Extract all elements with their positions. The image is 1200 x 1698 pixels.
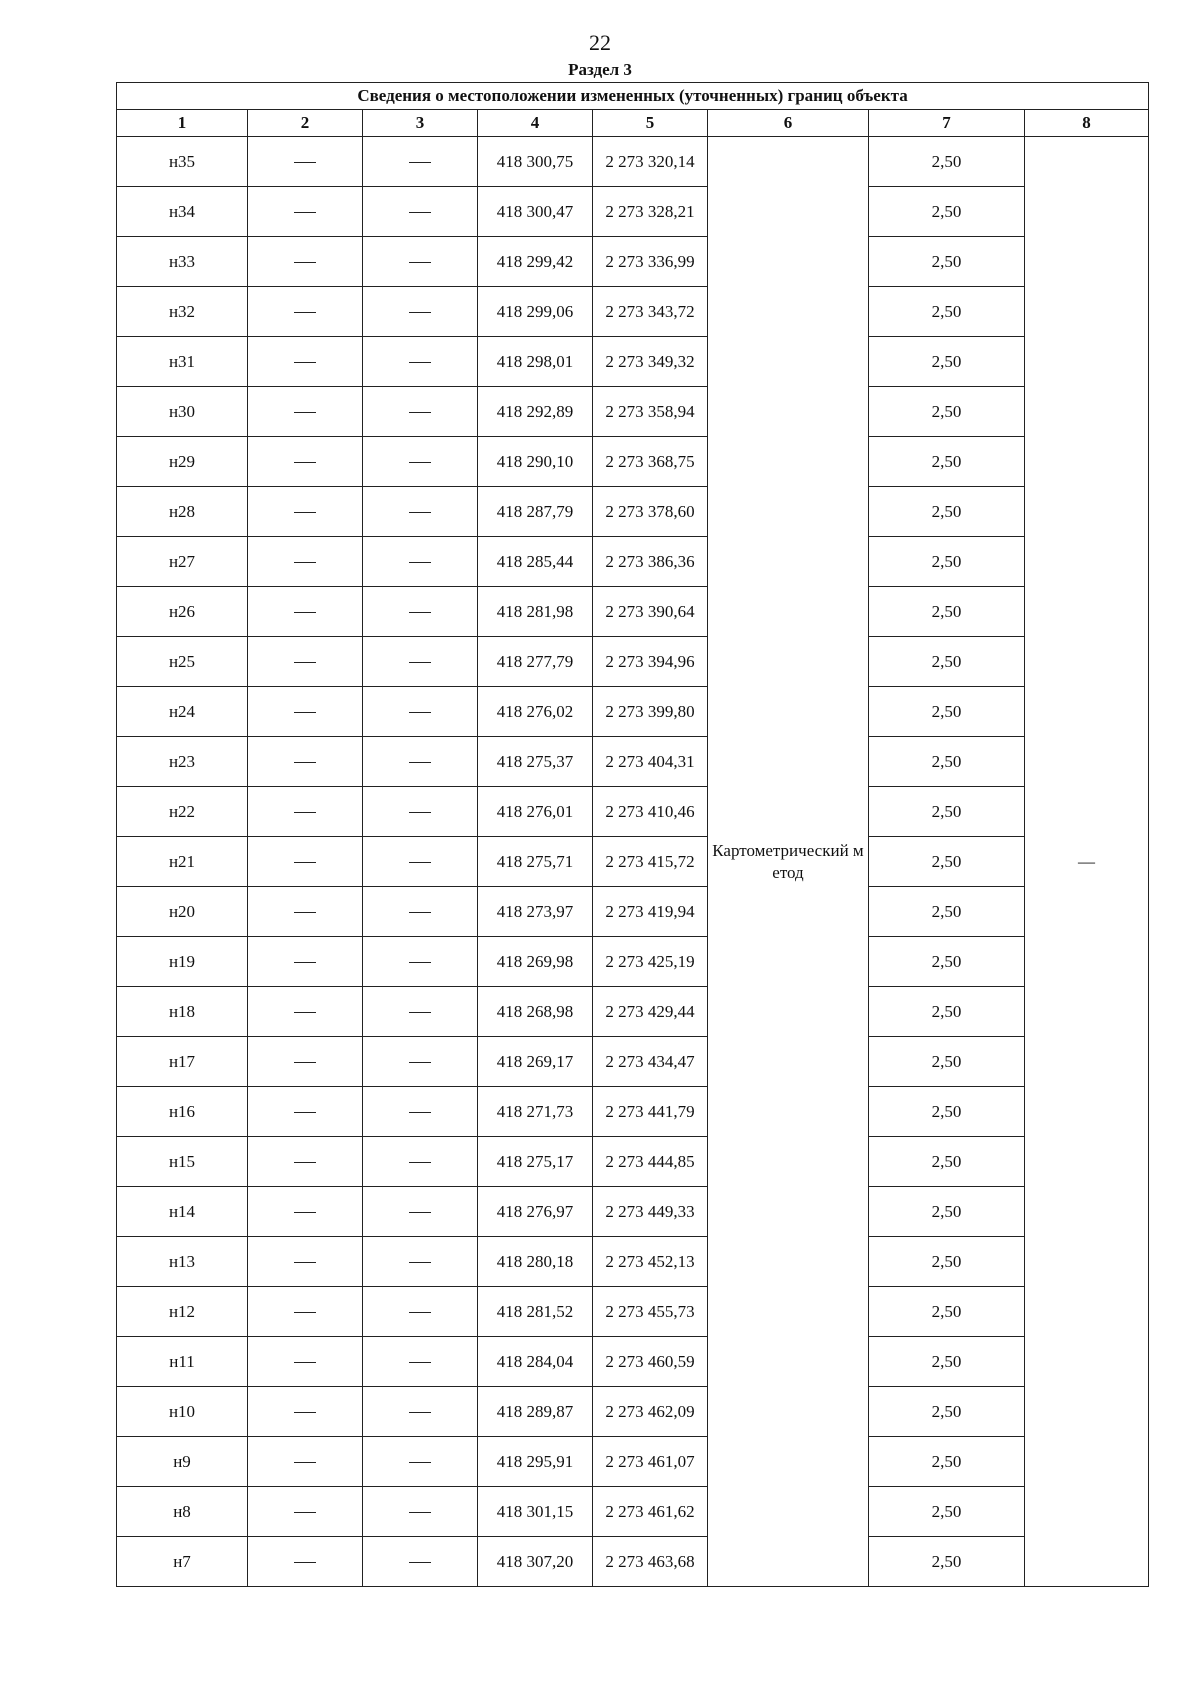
dash-mark — [409, 1012, 431, 1013]
table-row — [117, 937, 1149, 987]
col2-dash-cell — [248, 537, 363, 587]
dash-mark — [294, 812, 316, 813]
point-label-cell: н20 — [117, 887, 248, 937]
dash-mark — [294, 162, 316, 163]
y-coordinate-cell: 2 273 394,96 — [593, 637, 708, 687]
col3-dash-cell — [363, 1137, 478, 1187]
accuracy-cell: 2,50 — [869, 1037, 1025, 1087]
column-header-4: 4 — [478, 110, 593, 137]
col2-dash-cell — [248, 687, 363, 737]
col3-dash-cell — [363, 1037, 478, 1087]
accuracy-cell: 2,50 — [869, 837, 1025, 887]
accuracy-cell: 2,50 — [869, 587, 1025, 637]
col3-dash-cell — [363, 537, 478, 587]
col3-dash-cell — [363, 787, 478, 837]
x-coordinate-cell: 418 275,37 — [478, 737, 593, 787]
col2-dash-cell — [248, 1487, 363, 1537]
dash-mark — [409, 812, 431, 813]
column-header-1: 1 — [117, 110, 248, 137]
accuracy-cell: 2,50 — [869, 1337, 1025, 1387]
col2-dash-cell — [248, 1087, 363, 1137]
accuracy-cell: 2,50 — [869, 1087, 1025, 1137]
dash-mark — [294, 762, 316, 763]
dash-mark — [409, 862, 431, 863]
point-label-cell: н27 — [117, 537, 248, 587]
dash-mark — [294, 1412, 316, 1413]
col2-dash-cell — [248, 287, 363, 337]
dash-mark — [409, 1112, 431, 1113]
x-coordinate-cell: 418 275,71 — [478, 837, 593, 887]
point-label-cell: н18 — [117, 987, 248, 1037]
x-coordinate-cell: 418 301,15 — [478, 1487, 593, 1537]
dash-mark — [294, 262, 316, 263]
x-coordinate-cell: 418 273,97 — [478, 887, 593, 937]
accuracy-cell: 2,50 — [869, 887, 1025, 937]
col2-dash-cell — [248, 1187, 363, 1237]
dash-mark — [409, 762, 431, 763]
table-row — [117, 1037, 1149, 1087]
dash-mark — [409, 362, 431, 363]
table-row — [117, 537, 1149, 587]
x-coordinate-cell: 418 287,79 — [478, 487, 593, 537]
point-label-cell: н7 — [117, 1537, 248, 1587]
y-coordinate-cell: 2 273 419,94 — [593, 887, 708, 937]
y-coordinate-cell: 2 273 425,19 — [593, 937, 708, 987]
dash-mark — [294, 1112, 316, 1113]
table-row — [117, 837, 1149, 887]
y-coordinate-cell: 2 273 449,33 — [593, 1187, 708, 1237]
dash-mark — [294, 312, 316, 313]
point-label-cell: н16 — [117, 1087, 248, 1137]
dash-mark — [409, 562, 431, 563]
dash-mark — [294, 512, 316, 513]
col3-dash-cell — [363, 137, 478, 187]
col2-dash-cell — [248, 1037, 363, 1087]
column-header-7: 7 — [869, 110, 1025, 137]
accuracy-cell: 2,50 — [869, 1187, 1025, 1237]
x-coordinate-cell: 418 292,89 — [478, 387, 593, 437]
dash-mark — [409, 162, 431, 163]
y-coordinate-cell: 2 273 349,32 — [593, 337, 708, 387]
y-coordinate-cell: 2 273 378,60 — [593, 487, 708, 537]
x-coordinate-cell: 418 280,18 — [478, 1237, 593, 1287]
y-coordinate-cell: 2 273 399,80 — [593, 687, 708, 737]
accuracy-cell: 2,50 — [869, 487, 1025, 537]
point-label-cell: н32 — [117, 287, 248, 337]
point-label-cell: н15 — [117, 1137, 248, 1187]
dash-mark — [409, 612, 431, 613]
y-coordinate-cell: 2 273 410,46 — [593, 787, 708, 837]
accuracy-cell: 2,50 — [869, 787, 1025, 837]
col3-dash-cell — [363, 1337, 478, 1387]
accuracy-cell: 2,50 — [869, 237, 1025, 287]
point-label-cell: н26 — [117, 587, 248, 637]
dash-mark — [409, 662, 431, 663]
point-label-cell: н8 — [117, 1487, 248, 1537]
dash-mark — [294, 412, 316, 413]
x-coordinate-cell: 418 300,47 — [478, 187, 593, 237]
accuracy-cell: 2,50 — [869, 737, 1025, 787]
col3-dash-cell — [363, 237, 478, 287]
col3-dash-cell — [363, 687, 478, 737]
dash-mark — [294, 662, 316, 663]
table-row — [117, 137, 1149, 187]
table-row — [117, 187, 1149, 237]
col3-dash-cell — [363, 637, 478, 687]
col2-dash-cell — [248, 837, 363, 887]
y-coordinate-cell: 2 273 336,99 — [593, 237, 708, 287]
col2-dash-cell — [248, 937, 363, 987]
dash-mark — [409, 1512, 431, 1513]
col2-dash-cell — [248, 737, 363, 787]
y-coordinate-cell: 2 273 441,79 — [593, 1087, 708, 1137]
accuracy-cell: 2,50 — [869, 187, 1025, 237]
dash-mark — [294, 862, 316, 863]
table-row — [117, 1437, 1149, 1487]
accuracy-cell: 2,50 — [869, 1137, 1025, 1187]
y-coordinate-cell: 2 273 444,85 — [593, 1137, 708, 1187]
x-coordinate-cell: 418 299,42 — [478, 237, 593, 287]
dash-mark — [294, 1362, 316, 1363]
col2-dash-cell — [248, 1287, 363, 1337]
point-label-cell: н28 — [117, 487, 248, 537]
y-coordinate-cell: 2 273 455,73 — [593, 1287, 708, 1337]
col2-dash-cell — [248, 587, 363, 637]
col2-dash-cell — [248, 1237, 363, 1287]
column-header-8: 8 — [1025, 110, 1149, 137]
table-row — [117, 737, 1149, 787]
col2-dash-cell — [248, 1437, 363, 1487]
point-label-cell: н19 — [117, 937, 248, 987]
col2-dash-cell — [248, 787, 363, 837]
y-coordinate-cell: 2 273 386,36 — [593, 537, 708, 587]
x-coordinate-cell: 418 285,44 — [478, 537, 593, 587]
dash-mark — [409, 962, 431, 963]
table-row — [117, 887, 1149, 937]
x-coordinate-cell: 418 271,73 — [478, 1087, 593, 1137]
dash-mark — [294, 562, 316, 563]
col3-dash-cell — [363, 337, 478, 387]
table-body — [117, 137, 1149, 1587]
dash-mark — [294, 1162, 316, 1163]
col2-dash-cell — [248, 437, 363, 487]
column-header-2: 2 — [248, 110, 363, 137]
dash-mark — [409, 912, 431, 913]
dash-mark — [294, 1562, 316, 1563]
accuracy-cell: 2,50 — [869, 987, 1025, 1037]
accuracy-cell: 2,50 — [869, 1287, 1025, 1337]
dash-mark — [409, 1412, 431, 1413]
x-coordinate-cell: 418 268,98 — [478, 987, 593, 1037]
point-label-cell: н9 — [117, 1437, 248, 1487]
col3-dash-cell — [363, 1487, 478, 1537]
col3-dash-cell — [363, 887, 478, 937]
dash-mark — [409, 212, 431, 213]
dash-mark — [409, 512, 431, 513]
point-label-cell: н25 — [117, 637, 248, 687]
dash-mark — [409, 412, 431, 413]
point-label-cell: н23 — [117, 737, 248, 787]
col3-dash-cell — [363, 1087, 478, 1137]
dash-mark — [409, 312, 431, 313]
accuracy-cell: 2,50 — [869, 1237, 1025, 1287]
table-row — [117, 1337, 1149, 1387]
table-row — [117, 1187, 1149, 1237]
dash-mark — [409, 1462, 431, 1463]
col3-dash-cell — [363, 1387, 478, 1437]
y-coordinate-cell: 2 273 434,47 — [593, 1037, 708, 1087]
table-row — [117, 387, 1149, 437]
col2-dash-cell — [248, 1137, 363, 1187]
y-coordinate-cell: 2 273 343,72 — [593, 287, 708, 337]
x-coordinate-cell: 418 300,75 — [478, 137, 593, 187]
x-coordinate-cell: 418 276,97 — [478, 1187, 593, 1237]
header-row — [117, 110, 1149, 137]
col2-dash-cell — [248, 637, 363, 687]
point-label-cell: н11 — [117, 1337, 248, 1387]
table-row — [117, 487, 1149, 537]
x-coordinate-cell: 418 295,91 — [478, 1437, 593, 1487]
point-label-cell: н22 — [117, 787, 248, 837]
y-coordinate-cell: 2 273 460,59 — [593, 1337, 708, 1387]
col3-dash-cell — [363, 737, 478, 787]
accuracy-cell: 2,50 — [869, 537, 1025, 587]
table-row — [117, 337, 1149, 387]
accuracy-cell: 2,50 — [869, 687, 1025, 737]
y-coordinate-cell: 2 273 461,07 — [593, 1437, 708, 1487]
x-coordinate-cell: 418 299,06 — [478, 287, 593, 337]
y-coordinate-cell: 2 273 320,14 — [593, 137, 708, 187]
col3-dash-cell — [363, 287, 478, 337]
col2-dash-cell — [248, 187, 363, 237]
method-cell: Картометрический метод — [708, 137, 869, 1587]
dash-mark — [294, 612, 316, 613]
col3-dash-cell — [363, 387, 478, 437]
dash-mark — [409, 712, 431, 713]
col2-dash-cell — [248, 887, 363, 937]
point-label-cell: н35 — [117, 137, 248, 187]
section-title: Раздел 3 — [568, 60, 632, 79]
boundary-coordinates-table — [116, 82, 1149, 1587]
table-row — [117, 1287, 1149, 1337]
point-label-cell: н31 — [117, 337, 248, 387]
accuracy-cell: 2,50 — [869, 937, 1025, 987]
col2-dash-cell — [248, 987, 363, 1037]
y-coordinate-cell: 2 273 429,44 — [593, 987, 708, 1037]
x-coordinate-cell: 418 281,98 — [478, 587, 593, 637]
x-coordinate-cell: 418 290,10 — [478, 437, 593, 487]
x-coordinate-cell: 418 284,04 — [478, 1337, 593, 1387]
point-label-cell: н14 — [117, 1187, 248, 1237]
dash-mark — [294, 1012, 316, 1013]
col8-value-cell: — — [1025, 137, 1149, 1587]
point-label-cell: н33 — [117, 237, 248, 287]
dash-mark — [409, 1312, 431, 1313]
column-header-6: 6 — [708, 110, 869, 137]
col3-dash-cell — [363, 187, 478, 237]
x-coordinate-cell: 418 298,01 — [478, 337, 593, 387]
accuracy-cell: 2,50 — [869, 287, 1025, 337]
dash-mark — [409, 1212, 431, 1213]
accuracy-cell: 2,50 — [869, 1387, 1025, 1437]
col2-dash-cell — [248, 1537, 363, 1587]
y-coordinate-cell: 2 273 358,94 — [593, 387, 708, 437]
dash-mark — [294, 1262, 316, 1263]
dash-mark — [294, 962, 316, 963]
col2-dash-cell — [248, 1337, 363, 1387]
table-row — [117, 1087, 1149, 1137]
dash-mark — [294, 462, 316, 463]
point-label-cell: н21 — [117, 837, 248, 887]
point-label-cell: н12 — [117, 1287, 248, 1337]
dash-mark — [409, 262, 431, 263]
dash-mark — [409, 1162, 431, 1163]
accuracy-cell: 2,50 — [869, 137, 1025, 187]
table-row — [117, 1487, 1149, 1537]
x-coordinate-cell: 418 281,52 — [478, 1287, 593, 1337]
page-number: 22 — [589, 30, 611, 55]
col3-dash-cell — [363, 587, 478, 637]
y-coordinate-cell: 2 273 463,68 — [593, 1537, 708, 1587]
dash-mark — [409, 1362, 431, 1363]
col2-dash-cell — [248, 487, 363, 537]
column-header-5: 5 — [593, 110, 708, 137]
col3-dash-cell — [363, 1237, 478, 1287]
col3-dash-cell — [363, 1537, 478, 1587]
accuracy-cell: 2,50 — [869, 1437, 1025, 1487]
table-row — [117, 1137, 1149, 1187]
y-coordinate-cell: 2 273 368,75 — [593, 437, 708, 487]
table-row — [117, 587, 1149, 637]
col2-dash-cell — [248, 137, 363, 187]
y-coordinate-cell: 2 273 390,64 — [593, 587, 708, 637]
dash-mark — [294, 1212, 316, 1213]
point-label-cell: н17 — [117, 1037, 248, 1087]
y-coordinate-cell: 2 273 452,13 — [593, 1237, 708, 1287]
dash-mark — [409, 462, 431, 463]
point-label-cell: н34 — [117, 187, 248, 237]
dash-mark — [294, 1312, 316, 1313]
x-coordinate-cell: 418 276,02 — [478, 687, 593, 737]
table-row — [117, 1237, 1149, 1287]
table-row — [117, 437, 1149, 487]
col2-dash-cell — [248, 237, 363, 287]
y-coordinate-cell: 2 273 328,21 — [593, 187, 708, 237]
col3-dash-cell — [363, 1287, 478, 1337]
dash-mark — [409, 1562, 431, 1563]
col3-dash-cell — [363, 1437, 478, 1487]
dash-mark — [294, 362, 316, 363]
accuracy-cell: 2,50 — [869, 1537, 1025, 1587]
table-row — [117, 287, 1149, 337]
col2-dash-cell — [248, 337, 363, 387]
point-label-cell: н10 — [117, 1387, 248, 1437]
x-coordinate-cell: 418 277,79 — [478, 637, 593, 687]
y-coordinate-cell: 2 273 462,09 — [593, 1387, 708, 1437]
dash-mark — [409, 1062, 431, 1063]
table-row — [117, 637, 1149, 687]
point-label-cell: н30 — [117, 387, 248, 437]
col3-dash-cell — [363, 937, 478, 987]
col2-dash-cell — [248, 387, 363, 437]
col3-dash-cell — [363, 487, 478, 537]
accuracy-cell: 2,50 — [869, 387, 1025, 437]
accuracy-cell: 2,50 — [869, 1487, 1025, 1537]
x-coordinate-cell: 418 269,17 — [478, 1037, 593, 1087]
y-coordinate-cell: 2 273 415,72 — [593, 837, 708, 887]
accuracy-cell: 2,50 — [869, 637, 1025, 687]
accuracy-cell: 2,50 — [869, 337, 1025, 387]
col2-dash-cell — [248, 1387, 363, 1437]
table-row — [117, 987, 1149, 1037]
x-coordinate-cell: 418 275,17 — [478, 1137, 593, 1187]
point-label-cell: н29 — [117, 437, 248, 487]
col3-dash-cell — [363, 1187, 478, 1237]
dash-mark — [294, 912, 316, 913]
x-coordinate-cell: 418 269,98 — [478, 937, 593, 987]
table-row — [117, 1537, 1149, 1587]
table-row — [117, 1387, 1149, 1437]
dash-mark — [294, 1062, 316, 1063]
point-label-cell: н13 — [117, 1237, 248, 1287]
col3-dash-cell — [363, 987, 478, 1037]
column-header-3: 3 — [363, 110, 478, 137]
table-row — [117, 687, 1149, 737]
x-coordinate-cell: 418 289,87 — [478, 1387, 593, 1437]
col3-dash-cell — [363, 837, 478, 887]
col3-dash-cell — [363, 437, 478, 487]
dash-mark — [294, 712, 316, 713]
x-coordinate-cell: 418 307,20 — [478, 1537, 593, 1587]
point-label-cell: н24 — [117, 687, 248, 737]
y-coordinate-cell: 2 273 404,31 — [593, 737, 708, 787]
accuracy-cell: 2,50 — [869, 437, 1025, 487]
table-caption: Сведения о местоположении измененных (уточненных) границ объекта — [117, 83, 1149, 110]
table-row — [117, 237, 1149, 287]
x-coordinate-cell: 418 276,01 — [478, 787, 593, 837]
y-coordinate-cell: 2 273 461,62 — [593, 1487, 708, 1537]
dash-mark — [294, 212, 316, 213]
dash-mark — [294, 1462, 316, 1463]
dash-mark — [409, 1262, 431, 1263]
table-row — [117, 787, 1149, 837]
dash-mark — [294, 1512, 316, 1513]
